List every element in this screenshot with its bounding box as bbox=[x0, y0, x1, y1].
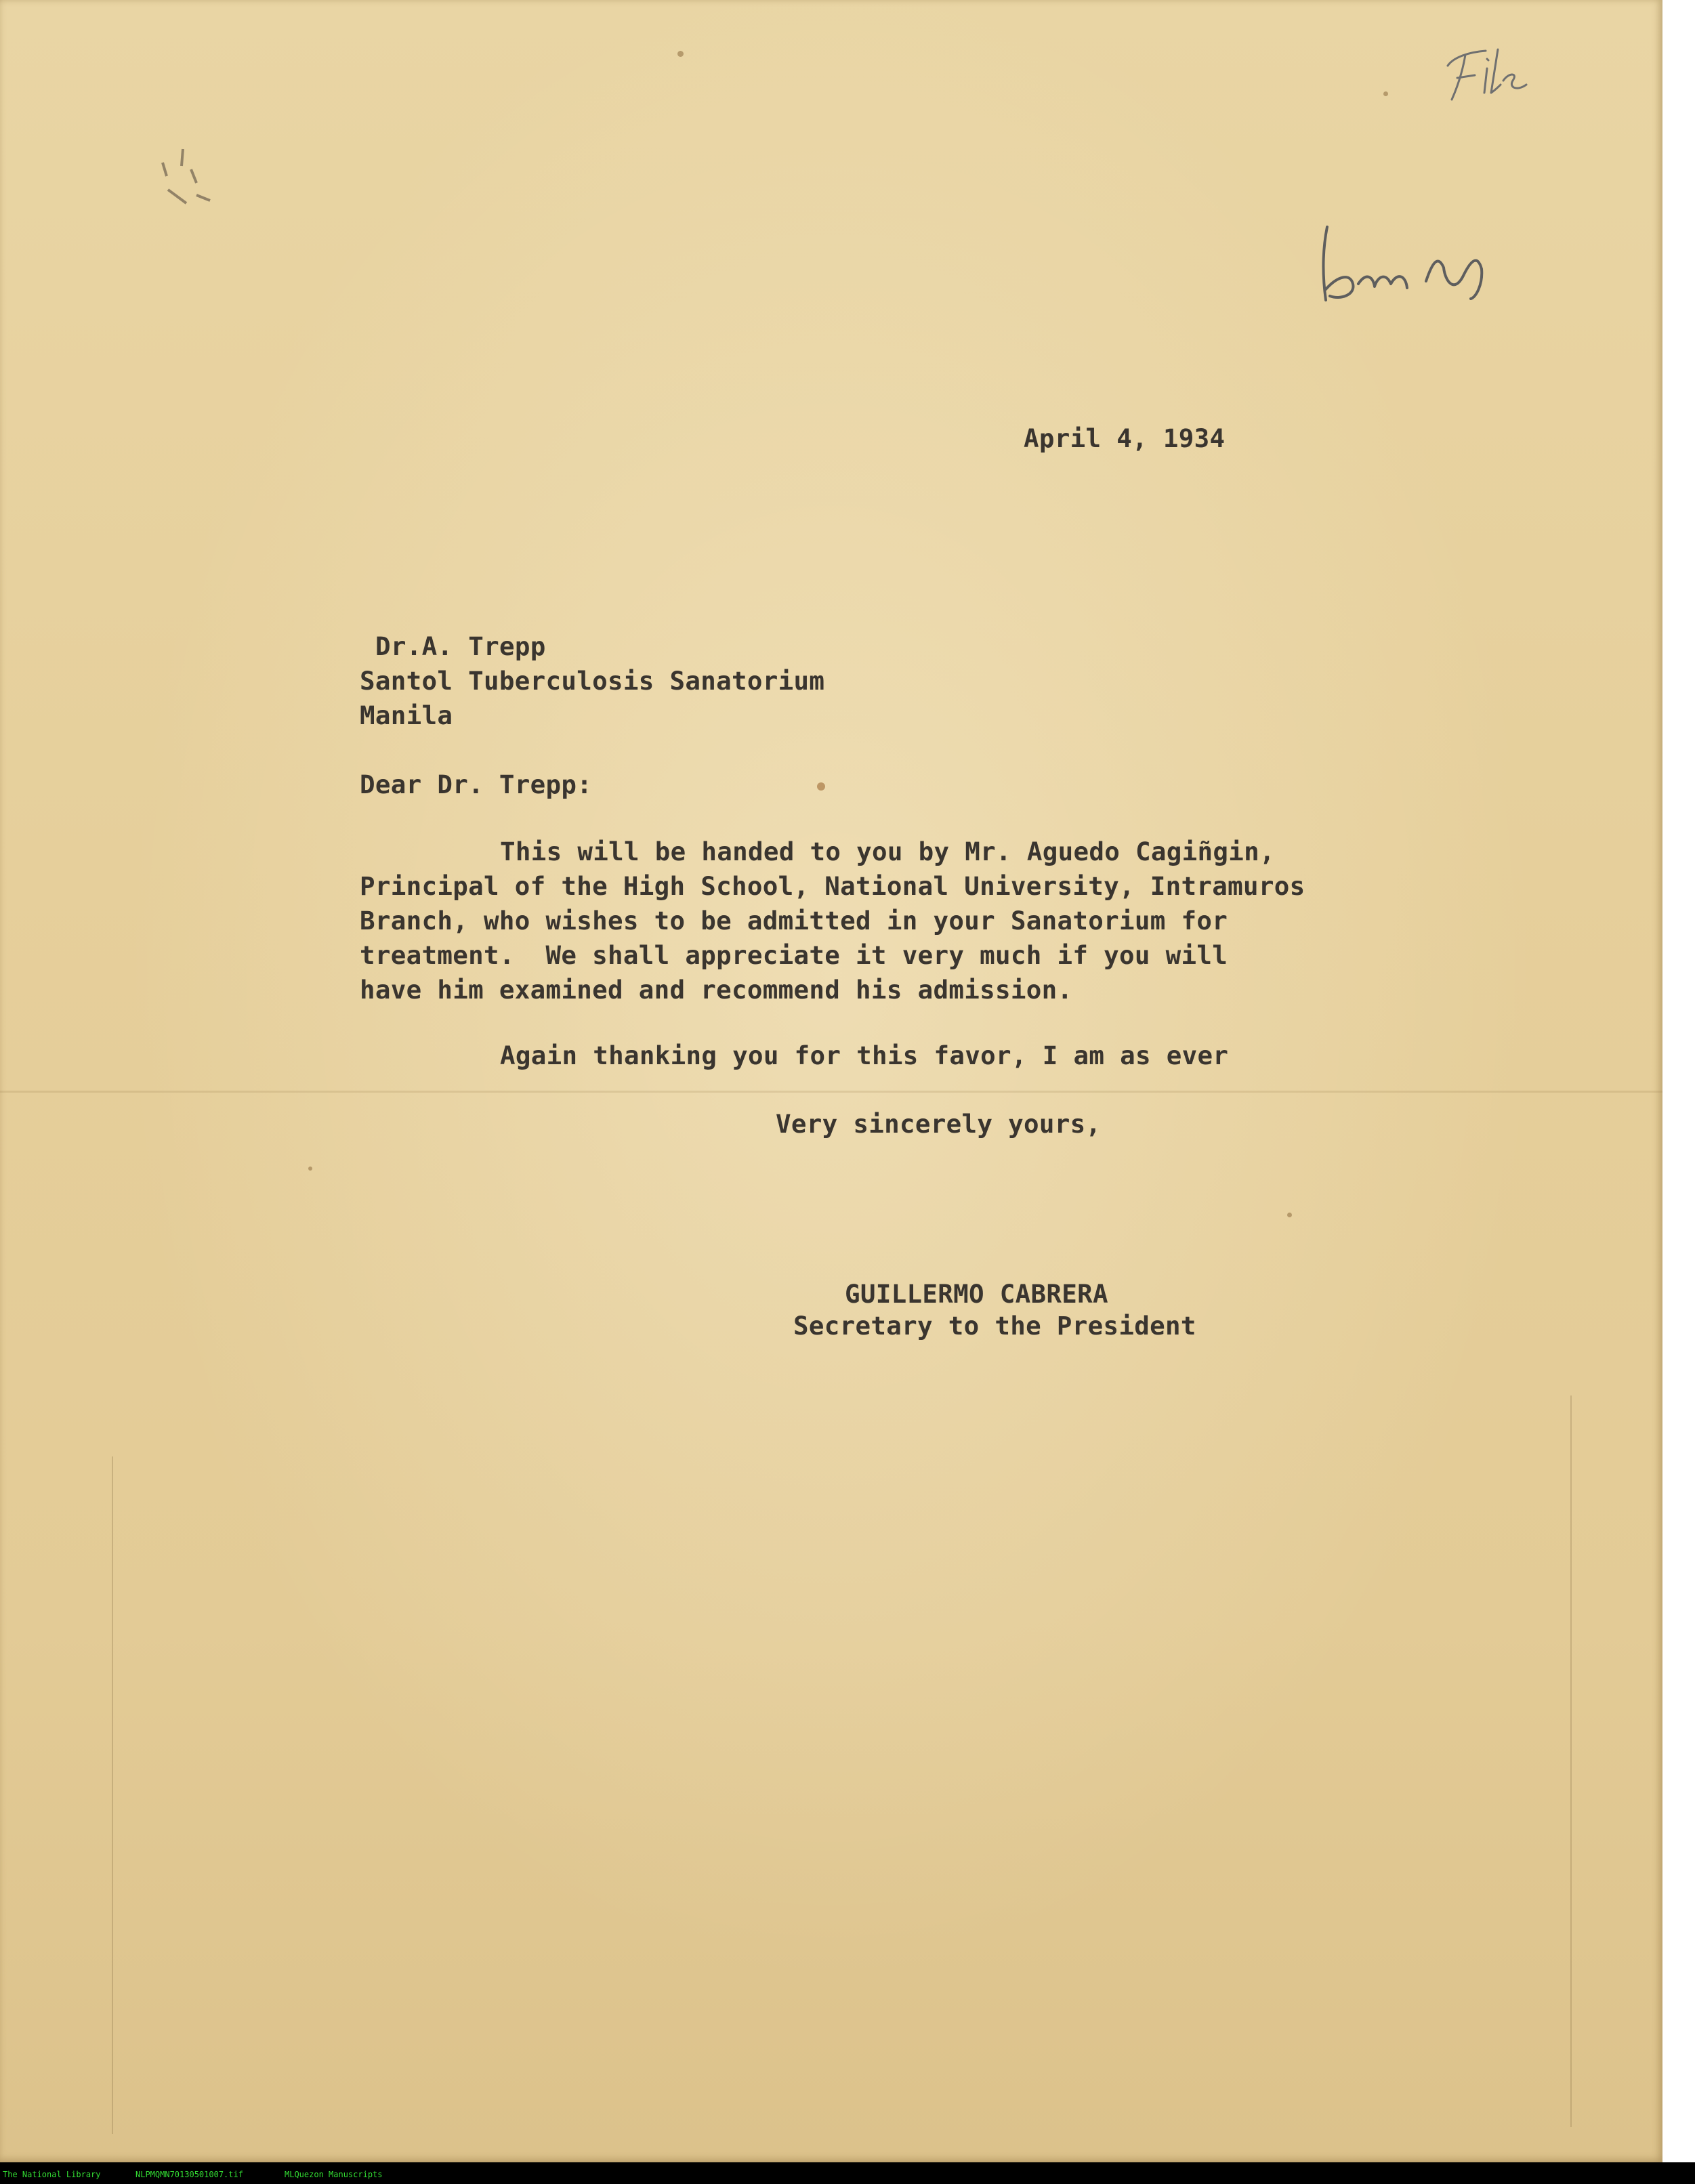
body-line-3: Branch, who wishes to be admitted in your Sanatorium for bbox=[360, 906, 1228, 936]
body-line-1: This will be handed to you by Mr. Aguedo Cagiñgin, bbox=[500, 837, 1275, 866]
paper-crease-right bbox=[1570, 1395, 1572, 2127]
footer-library: The National Library bbox=[3, 2170, 101, 2179]
body-paragraph-2: Again thanking you for this favor, I am as ever bbox=[500, 1041, 1229, 1070]
footer-collection: MLQuezon Manuscripts bbox=[285, 2170, 383, 2179]
letter-date: April 4, 1934 bbox=[1024, 423, 1226, 453]
paper-speck bbox=[1287, 1213, 1292, 1217]
paper-speck bbox=[817, 782, 825, 791]
recipient-city: Manila bbox=[360, 700, 453, 730]
paper-crease-left bbox=[112, 1456, 113, 2134]
closing: Very sincerely yours, bbox=[776, 1109, 1102, 1139]
body-line-5: have him examined and recommend his admission. bbox=[360, 975, 1073, 1005]
signer-title: Secretary to the President bbox=[793, 1311, 1196, 1341]
paper-speck bbox=[1383, 91, 1388, 96]
pencil-annotation-initials bbox=[1311, 213, 1534, 308]
pencil-annotation-file bbox=[1433, 30, 1534, 105]
scan-footer-strip bbox=[0, 2162, 1695, 2184]
body-line-2: Principal of the High School, National University, Intramuros bbox=[360, 871, 1305, 901]
recipient-institution: Santol Tuberculosis Sanatorium bbox=[360, 666, 825, 696]
paper-speck bbox=[677, 51, 684, 57]
recipient-name: Dr.A. Trepp bbox=[375, 631, 546, 661]
paper-speck bbox=[308, 1167, 312, 1171]
faded-mark-top-left bbox=[149, 135, 230, 210]
salutation: Dear Dr. Trepp: bbox=[360, 770, 593, 799]
footer-filename: NLPMQMN70130501007.tif bbox=[135, 2170, 243, 2179]
file-handwriting bbox=[1433, 30, 1534, 105]
paper-fold-line bbox=[0, 1091, 1662, 1093]
body-line-4: treatment. We shall appreciate it very much if you will bbox=[360, 940, 1228, 970]
signer-name: GUILLERMO CABRERA bbox=[845, 1279, 1108, 1309]
